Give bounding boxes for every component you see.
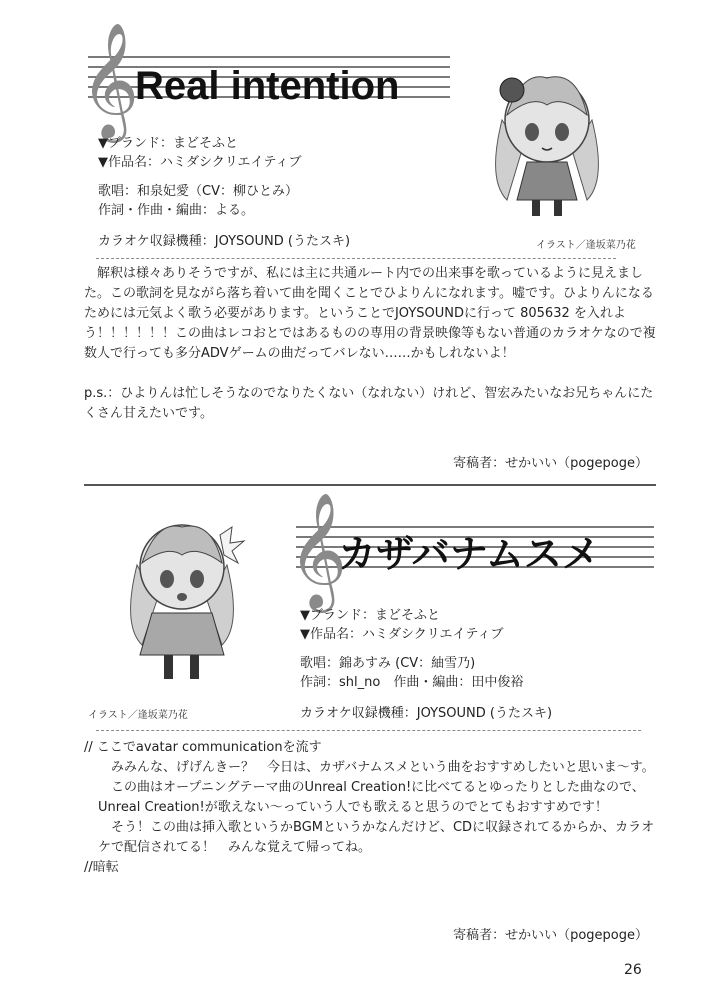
song-title-1: Real intention (135, 64, 400, 108)
work-line: ▼作品名：ハミダシクリエイティブ (98, 155, 302, 170)
description-paragraph: みみんな、げげんきー？ 今日は、カザバナムスメという曲をおすすめしたいと思いま～す。 (98, 760, 655, 775)
song-description-2 (84, 738, 656, 878)
page-number: 26 (624, 962, 642, 978)
song-title-2: カザバナムスメ (338, 534, 600, 576)
description-paragraph: そう！この曲は挿入歌というかBGMというかなんだけど、CDに収録されてるからか、カラオケで配信されてる！ みんな覚えて帰ってね。 (98, 820, 655, 855)
singer-line: 歌唱：和泉妃愛（CV：柳ひとみ） (98, 184, 298, 199)
author-credit-1: 寄稿者：せかいい（pogepoge） (453, 456, 648, 471)
song-info-1 (98, 134, 350, 251)
brand-line: ▼ブランド：まどそふと (98, 136, 238, 151)
dashed-divider-1 (96, 258, 616, 259)
character-illustration-2 (112, 505, 252, 685)
singer-line: 歌唱：錦あすみ (CV：紬雪乃) (300, 656, 476, 671)
ps-paragraph: p.s.：ひよりんは忙しそうなのでなりたくない（なれない）けれど、智宏みたいなお兄ちゃんにたくさん甘えたいです。 (84, 386, 654, 421)
composer-line: 作詞：shl_no 作曲・編曲：田中俊裕 (300, 675, 524, 690)
karaoke-line: カラオケ収録機種：JOYSOUND (うたスキ) (98, 234, 351, 249)
comment-line: // ここでavatar communicationを流す (84, 740, 322, 755)
character-illustration-1 (482, 50, 612, 220)
work-line: ▼作品名：ハミダシクリエイティブ (300, 627, 504, 642)
song-description-1 (84, 264, 656, 424)
composer-line: 作詞・作曲・編曲：よる。 (98, 203, 255, 218)
description-paragraph: この曲はオープニングテーマ曲のUnreal Creation!に比べてるとゆったりとした曲なので、Unreal Creation!が歌えない～っていう人でも歌えると思うのでとてもおすすめです！ (98, 780, 645, 815)
karaoke-line: カラオケ収録機種：JOYSOUND (うたスキ) (300, 706, 553, 721)
section-divider (84, 484, 656, 486)
illust-credit-2: イラスト／逢坂菜乃花 (88, 710, 188, 721)
comment-line: //暗転 (84, 860, 119, 875)
illust-credit-1: イラスト／逢坂菜乃花 (536, 240, 636, 251)
author-credit-2: 寄稿者：せかいい（pogepoge） (453, 928, 648, 943)
song-info-2 (300, 606, 552, 723)
description-paragraph: 解釈は様々ありそうですが、私には主に共通ルート内での出来事を歌っているように見えました。この歌詞を見ながら落ち着いて曲を聞くことでひよりんになれます。嘘です。ひよりんになるためには元気よく歌う必要があります。ということでJOYSOUNDに行って 805632 を入れよう！！！！！！この曲はレコおとではあるものの専用の背景映像等もない普通のカラオケなので複数人で行っても多分ADVゲームの曲だってバレない……かもしれないよ！ (84, 266, 656, 361)
treble-clef-icon: 𝄞 (80, 21, 140, 138)
treble-clef-icon: 𝄞 (288, 491, 348, 608)
brand-line: ▼ブランド：まどそふと (300, 608, 440, 623)
dashed-divider-2 (96, 730, 641, 731)
